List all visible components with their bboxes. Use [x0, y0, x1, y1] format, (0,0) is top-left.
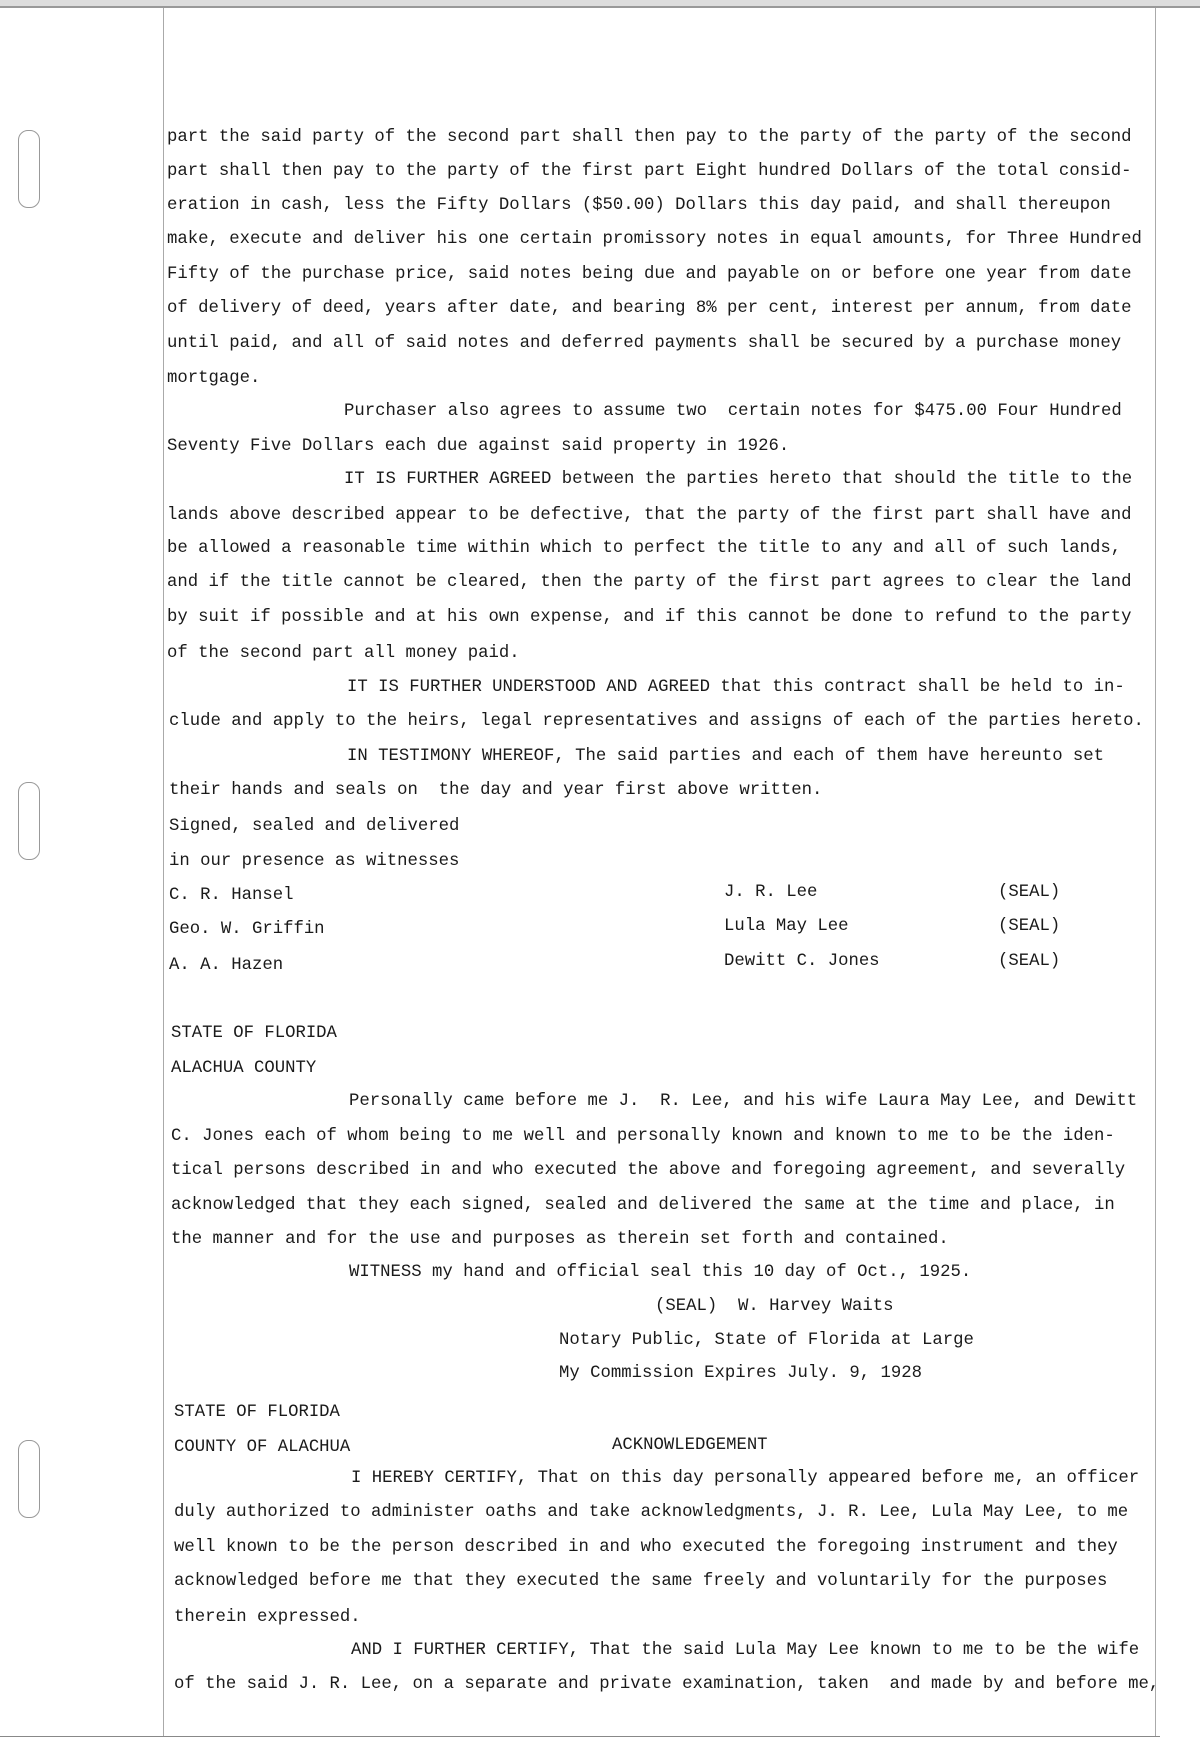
text-line: Signed, sealed and delivered: [169, 817, 460, 836]
signer-name: J. R. Lee: [724, 883, 818, 902]
seal-mark: (SEAL): [998, 883, 1061, 902]
seal-mark: (SEAL): [998, 917, 1061, 936]
text-line: mortgage.: [167, 369, 261, 388]
text-line: part shall then pay to the party of the first part Eight hundred Dollars of the total consid-: [167, 162, 1132, 181]
text-line: IT IS FURTHER AGREED between the parties hereto that should the title to the: [344, 470, 1133, 489]
text-line: therein expressed.: [174, 1608, 361, 1627]
text-line: acknowledged that they each signed, sealed and delivered the same at the time and place, in: [171, 1196, 1115, 1215]
text-line: Personally came before me J. R. Lee, and his wife Laura May Lee, and Dewitt: [349, 1092, 1138, 1111]
right-margin-line: [1155, 8, 1156, 1737]
text-line: clude and apply to the heirs, legal representatives and assigns of each of the parties hereto.: [169, 712, 1144, 731]
text-line: by suit if possible and at his own expense, and if this cannot be done to refund to the party: [167, 608, 1132, 627]
text-line: I HEREBY CERTIFY, That on this day personally appeared before me, an officer: [351, 1469, 1140, 1488]
text-line: tical persons described in and who executed the above and foregoing agreement, and severally: [171, 1161, 1126, 1180]
witness-name: A. A. Hazen: [169, 956, 284, 975]
text-line: of delivery of deed, years after date, and bearing 8% per cent, interest per annum, from date: [167, 299, 1132, 318]
text-line: part the said party of the second part shall then pay to the party of the party of the second: [167, 128, 1132, 147]
signer-name: Dewitt C. Jones: [724, 952, 880, 971]
left-margin-line: [163, 8, 164, 1737]
notary-title: Notary Public, State of Florida at Large: [559, 1331, 974, 1350]
text-line: IN TESTIMONY WHEREOF, The said parties and each of them have hereunto set: [347, 747, 1105, 766]
state-heading: STATE OF FLORIDA: [174, 1403, 340, 1422]
text-line: be allowed a reasonable time within which to perfect the title to any and all of such lands,: [167, 539, 1122, 558]
state-heading: STATE OF FLORIDA: [171, 1024, 337, 1043]
seal-mark: (SEAL): [998, 952, 1061, 971]
bottom-edge: [0, 1736, 1160, 1737]
notary-signature: (SEAL) W. Harvey Waits: [655, 1297, 894, 1316]
text-line: acknowledged before me that they executed the same freely and voluntarily for the purposes: [174, 1572, 1108, 1591]
text-line: lands above described appear to be defective, that the party of the first part shall have and: [167, 506, 1132, 525]
text-line: make, execute and deliver his one certain promissory notes in equal amounts, for Three Hundred: [167, 230, 1142, 249]
signer-name: Lula May Lee: [724, 917, 849, 936]
commission-expiry: My Commission Expires July. 9, 1928: [559, 1364, 922, 1383]
binder-hole-icon: [18, 782, 40, 860]
text-line: AND I FURTHER CERTIFY, That the said Lula May Lee known to me to be the wife: [351, 1641, 1140, 1660]
text-line: IT IS FURTHER UNDERSTOOD AND AGREED that this contract shall be held to in-: [347, 678, 1125, 697]
text-line: and if the title cannot be cleared, then the party of the first part agrees to clear the land: [167, 573, 1132, 592]
text-line: their hands and seals on the day and year first above written.: [169, 781, 823, 800]
text-line: Purchaser also agrees to assume two certain notes for $475.00 Four Hundred: [344, 402, 1122, 421]
witness-name: C. R. Hansel: [169, 886, 294, 905]
text-line: C. Jones each of whom being to me well and personally known and known to me to be the iden-: [171, 1127, 1115, 1146]
text-line: eration in cash, less the Fifty Dollars ($50.00) Dollars this day paid, and shall thereupon: [167, 196, 1111, 215]
text-line: Fifty of the purchase price, said notes being due and payable on or before one year from date: [167, 265, 1132, 284]
text-line: of the said J. R. Lee, on a separate and private examination, taken and made by and before me,: [174, 1675, 1160, 1694]
text-line: of the second part all money paid.: [167, 644, 520, 663]
county-heading: COUNTY OF ALACHUA: [174, 1438, 351, 1457]
text-line: until paid, and all of said notes and deferred payments shall be secured by a purchase money: [167, 334, 1122, 353]
text-line: duly authorized to administer oaths and take acknowledgments, J. R. Lee, Lula May Lee, to me: [174, 1503, 1129, 1522]
binder-hole-icon: [18, 1440, 40, 1518]
text-line: in our presence as witnesses: [169, 852, 460, 871]
witness-name: Geo. W. Griffin: [169, 920, 325, 939]
top-edge: [0, 0, 1200, 8]
binder-hole-icon: [18, 130, 40, 208]
text-line: Seventy Five Dollars each due against said property in 1926.: [167, 437, 790, 456]
text-line: the manner and for the use and purposes as therein set forth and contained.: [171, 1230, 949, 1249]
text-line: WITNESS my hand and official seal this 10 day of Oct., 1925.: [349, 1263, 972, 1282]
acknowledgement-heading: ACKNOWLEDGEMENT: [612, 1436, 768, 1455]
county-heading: ALACHUA COUNTY: [171, 1059, 317, 1078]
text-line: well known to be the person described in and who executed the foregoing instrument and they: [174, 1538, 1118, 1557]
